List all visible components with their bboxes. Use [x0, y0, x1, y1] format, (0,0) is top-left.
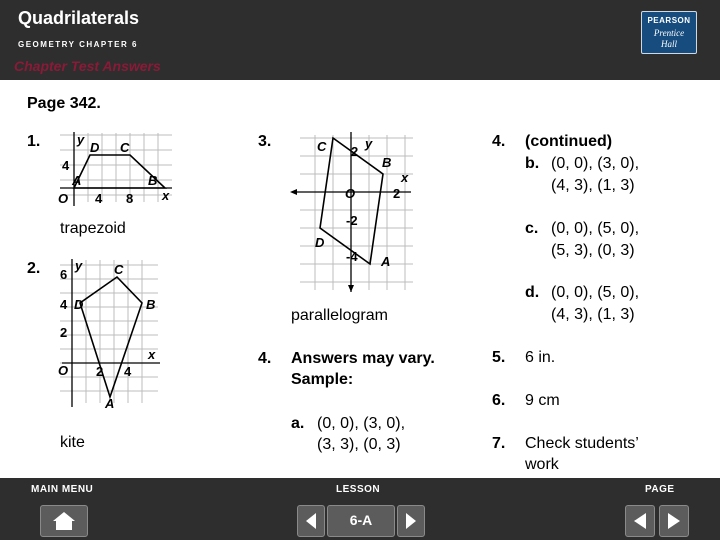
main-menu-label: MAIN MENU [31, 484, 94, 495]
chevron-left-icon [632, 512, 648, 530]
p2-tick-y2: 2 [60, 325, 68, 340]
problem-4c-line-1: (0, 0), (5, 0), [551, 220, 640, 237]
kite-figure [50, 255, 170, 415]
footer-nav-bar [0, 478, 720, 540]
p3-origin: O [345, 186, 356, 201]
problem-2-number: 2. [27, 260, 41, 277]
problem-4-cont-number: 4. [492, 133, 506, 150]
problem-4d-line-1: (0, 0), (5, 0), [551, 284, 640, 301]
p2-axis-x: x [148, 347, 156, 362]
lesson-label: LESSON [336, 484, 381, 495]
p2-vertex-a: A [105, 396, 115, 411]
problem-1-number: 1. [27, 133, 41, 150]
p2-tick-x2: 2 [96, 364, 104, 379]
problem-4-line-1: Answers may vary. [291, 350, 435, 367]
p1-axis-x: x [162, 188, 170, 203]
p3-vertex-a: A [381, 254, 391, 269]
problem-4a-line-2: (3, 3), (0, 3) [317, 436, 401, 453]
p2-tick-x4: 4 [124, 364, 132, 379]
p3-vertex-c: C [317, 139, 327, 154]
problem-7-line-2: work [525, 456, 559, 473]
p1-origin: O [58, 191, 69, 206]
p3-axis-x: x [401, 170, 409, 185]
publisher-logo [641, 11, 697, 54]
p1-vertex-b: B [148, 173, 158, 188]
p3-tick-y2: 2 [351, 144, 359, 159]
p1-vertex-a: A [72, 173, 82, 188]
p2-vertex-c: C [114, 262, 124, 277]
page-label: PAGE [645, 484, 675, 495]
problem-4-line-2: Sample: [291, 371, 354, 388]
page-prev-button[interactable] [625, 505, 655, 537]
lesson-indicator [327, 505, 395, 537]
problem-3-answer: parallelogram [291, 307, 388, 324]
page-next-button[interactable] [659, 505, 689, 537]
problem-4c-letter: c. [525, 220, 539, 237]
problem-4-cont-heading: (continued) [525, 133, 613, 150]
p3-vertex-d: D [315, 235, 325, 250]
logo-line-3: Hall [660, 39, 677, 49]
parallelogram-figure [285, 130, 420, 295]
p3-vertex-b: B [382, 155, 392, 170]
p3-tick-ym4: -4 [346, 249, 358, 264]
problem-6-number: 6. [492, 392, 506, 409]
problem-3-number: 3. [258, 133, 272, 150]
problem-4b-line-1: (0, 0), (3, 0), [551, 155, 640, 172]
lesson-number: 6-A [349, 512, 373, 528]
p3-tick-x2: 2 [393, 186, 401, 201]
problem-7-number: 7. [492, 435, 506, 452]
p3-tick-ym2: -2 [346, 213, 358, 228]
p2-vertex-d: D [74, 297, 84, 312]
problem-2-answer: kite [60, 434, 85, 451]
problem-4b-line-2: (4, 3), (1, 3) [551, 177, 635, 194]
p1-vertex-c: C [120, 140, 130, 155]
page-reference: Page 342. [27, 95, 101, 112]
p2-tick-y6: 6 [60, 267, 68, 282]
lesson-next-button[interactable] [397, 505, 425, 537]
p1-axis-y: y [77, 132, 85, 147]
p2-vertex-b: B [146, 297, 156, 312]
main-menu-button[interactable] [40, 505, 88, 537]
problem-5-answer: 6 in. [525, 349, 556, 366]
p3-axis-y: y [365, 136, 373, 151]
problem-5-number: 5. [492, 349, 506, 366]
p2-axis-y: y [75, 258, 83, 273]
problem-4b-letter: b. [525, 155, 540, 172]
problem-4-number: 4. [258, 350, 272, 367]
logo-line-2: Prentice [653, 28, 685, 38]
chevron-left-icon [304, 512, 318, 530]
chevron-right-icon [404, 512, 418, 530]
problem-4a-letter: a. [291, 415, 305, 432]
lesson-prev-button[interactable] [297, 505, 325, 537]
p1-vertex-d: D [90, 140, 100, 155]
p1-tick-x8: 8 [126, 191, 134, 206]
logo-line-1: PEARSON [647, 16, 691, 25]
problem-6-answer: 9 cm [525, 392, 560, 409]
p1-tick-y4: 4 [62, 158, 70, 173]
problem-4a-line-1: (0, 0), (3, 0), [317, 415, 406, 432]
problem-1-answer: trapezoid [60, 220, 126, 237]
home-icon [52, 511, 76, 531]
problem-7-line-1: Check students’ [525, 435, 639, 452]
p2-origin: O [58, 363, 69, 378]
problem-4d-line-2: (4, 3), (1, 3) [551, 306, 635, 323]
problem-4d-letter: d. [525, 284, 540, 301]
section-label: Chapter Test Answers [14, 58, 161, 74]
problem-4c-line-2: (5, 3), (0, 3) [551, 242, 635, 259]
page-title: Quadrilaterals [18, 8, 140, 28]
p2-tick-y4: 4 [60, 297, 68, 312]
header-bar [0, 0, 720, 80]
trapezoid-figure [50, 130, 180, 210]
chevron-right-icon [666, 512, 682, 530]
p1-tick-x4: 4 [95, 191, 103, 206]
chapter-subtitle: GEOMETRY CHAPTER 6 [18, 40, 138, 49]
